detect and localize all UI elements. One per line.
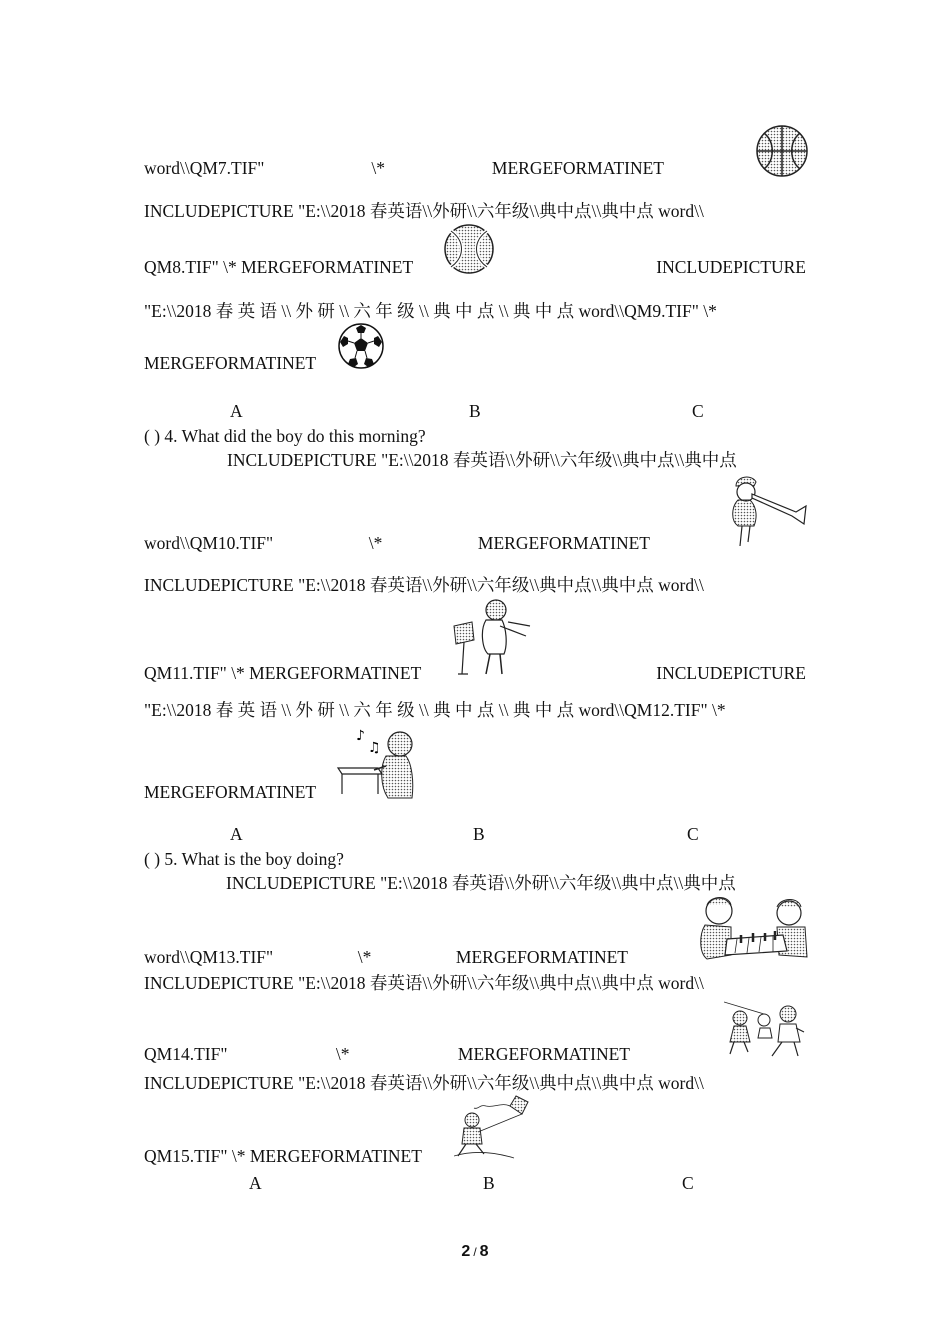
text-fragment: INCLUDEPICTURE "E:\\2018 春英语\\外研\\六年级\\典中点\\典中点 word\\ xyxy=(144,201,704,221)
text-fragment: word\\QM13.TIF" xyxy=(144,947,274,967)
text-line: INCLUDEPICTURE xyxy=(656,663,806,683)
children-playing-image xyxy=(724,998,806,1060)
text-fragment: "E:\\2018 春 英 语 \\ 外 研 \\ 六 年 级 \\ 典 中 点 \\ 典 中 点 word\\QM12.TIF" \* xyxy=(144,700,726,720)
text-line xyxy=(144,1072,806,1094)
boy-playing-piano-image xyxy=(334,722,416,802)
boy-playing-violin-image xyxy=(450,596,534,676)
page-total: 8 xyxy=(479,1243,489,1260)
option-label-b: B xyxy=(473,824,485,844)
text-fragment: \* xyxy=(357,947,372,967)
soccer-ball-image xyxy=(337,322,385,370)
tennis-ball-image xyxy=(443,223,495,275)
text-fragment: \* xyxy=(368,533,383,553)
text-line xyxy=(144,1043,630,1065)
text-fragment: word\\QM10.TIF" xyxy=(144,533,274,553)
text-line xyxy=(144,972,806,994)
text-line xyxy=(226,872,806,894)
option-label-c: C xyxy=(682,1173,694,1193)
text-line xyxy=(144,699,806,721)
text-line xyxy=(144,946,628,968)
option-label-c: C xyxy=(692,401,704,421)
text-fragment: QM14.TIF" xyxy=(144,1044,228,1064)
page-number xyxy=(0,1243,950,1261)
text-fragment: INCLUDEPICTURE "E:\\2018 春英语\\外研\\六年级\\典中点\\典中点 xyxy=(226,873,736,893)
text-line: MERGEFORMATINET xyxy=(144,353,317,373)
text-line: INCLUDEPICTURE xyxy=(656,257,806,277)
text-line xyxy=(144,200,806,222)
svg-text:♪: ♪ xyxy=(356,728,365,744)
basketball-image xyxy=(755,124,809,178)
text-line xyxy=(144,157,664,179)
option-label-c: C xyxy=(687,824,699,844)
text-fragment: MERGEFORMATINET xyxy=(491,158,664,178)
page-current: 2 xyxy=(461,1243,471,1260)
text-fragment: INCLUDEPICTURE "E:\\2018 春英语\\外研\\六年级\\典中点\\典中点 xyxy=(227,450,737,470)
text-line: QM8.TIF" \* MERGEFORMATINET xyxy=(144,257,414,277)
question-5: ( ) 5. What is the boy doing? xyxy=(144,849,344,869)
text-line xyxy=(144,574,806,596)
text-fragment: INCLUDEPICTURE "E:\\2018 春英语\\外研\\六年级\\典中点\\典中点 word\\ xyxy=(144,1073,704,1093)
text-fragment: MERGEFORMATINET xyxy=(455,947,628,967)
text-fragment: \* xyxy=(335,1044,350,1064)
text-line: QM11.TIF" \* MERGEFORMATINET xyxy=(144,663,422,683)
text-fragment: "E:\\2018 春 英 语 \\ 外 研 \\ 六 年 级 \\ 典 中 点 \\ 典 中 点 word\\QM9.TIF" \* xyxy=(144,301,717,321)
text-line xyxy=(144,300,806,322)
question-4: ( ) 4. What did the boy do this morning? xyxy=(144,426,426,446)
boys-playing-chess-image xyxy=(697,895,809,965)
text-line: MERGEFORMATINET xyxy=(144,782,317,802)
text-fragment: INCLUDEPICTURE "E:\\2018 春英语\\外研\\六年级\\典中点\\典中点 word\\ xyxy=(144,575,704,595)
text-fragment: word\\QM7.TIF" xyxy=(144,158,265,178)
boy-flying-kite-image xyxy=(454,1094,538,1162)
option-label-a: A xyxy=(230,824,243,844)
option-label-a: A xyxy=(249,1173,262,1193)
page-separator: / xyxy=(473,1245,477,1259)
svg-text:♫: ♫ xyxy=(368,740,381,756)
text-fragment: MERGEFORMATINET xyxy=(477,533,650,553)
text-fragment: INCLUDEPICTURE "E:\\2018 春英语\\外研\\六年级\\典中点\\典中点 word\\ xyxy=(144,973,704,993)
text-line xyxy=(227,449,806,471)
option-label-b: B xyxy=(483,1173,495,1193)
text-line xyxy=(144,532,650,554)
boy-playing-trumpet-image xyxy=(728,472,808,548)
option-label-a: A xyxy=(230,401,243,421)
text-line: QM15.TIF" \* MERGEFORMATINET xyxy=(144,1146,422,1166)
text-fragment: \* xyxy=(371,158,385,178)
text-fragment: MERGEFORMATINET xyxy=(457,1044,630,1064)
option-label-b: B xyxy=(469,401,481,421)
